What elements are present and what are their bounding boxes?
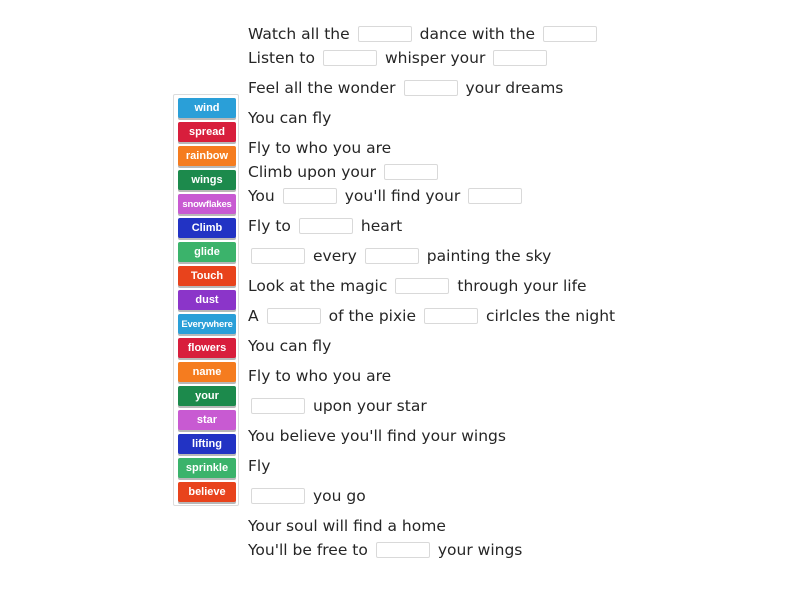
lyric-text: upon your star: [313, 397, 427, 415]
lyric-text: your wings: [437, 541, 523, 559]
lyric-text: Fly to: [248, 217, 291, 235]
lyric-text: Climb upon your: [248, 163, 377, 181]
lyric-text: you go: [313, 487, 366, 505]
word-tile-spread[interactable]: spread: [178, 122, 236, 142]
lyric-line: [248, 24, 605, 44]
word-tile-everywhere[interactable]: Everywhere: [178, 314, 236, 334]
word-tile-wings[interactable]: wings: [178, 170, 236, 190]
blank-slot[interactable]: [468, 188, 522, 204]
word-tile-sprinkle[interactable]: sprinkle: [178, 458, 236, 478]
lyric-text: Feel all the wonder: [248, 79, 396, 97]
lyric-text: through your life: [457, 277, 587, 295]
lyric-text: You can fly: [248, 337, 332, 355]
word-tile-rainbow[interactable]: rainbow: [178, 146, 236, 166]
blank-slot[interactable]: [384, 164, 438, 180]
word-tile-flowers[interactable]: flowers: [178, 338, 236, 358]
lyric-text: Fly to who you are: [248, 139, 392, 157]
lyric-line: [248, 456, 270, 476]
word-tile-touch[interactable]: Touch: [178, 266, 236, 286]
lyric-text: every: [313, 247, 357, 265]
blank-slot[interactable]: [493, 50, 547, 66]
word-tile-lifting[interactable]: lifting: [178, 434, 236, 454]
lyric-line: [248, 138, 391, 158]
blank-slot[interactable]: [404, 80, 458, 96]
lyric-text: heart: [360, 217, 403, 235]
word-tile-dust[interactable]: dust: [178, 290, 236, 310]
lyric-line: [248, 186, 530, 206]
lyric-line: [248, 78, 563, 98]
word-tile-star[interactable]: star: [178, 410, 236, 430]
word-tile-snowflakes[interactable]: snowflakes: [178, 194, 236, 214]
lyric-line: [248, 48, 555, 68]
lyric-text: You believe you'll find your wings: [248, 427, 506, 445]
lyric-text: A: [248, 307, 259, 325]
blank-slot[interactable]: [365, 248, 419, 264]
lyric-line: [248, 246, 551, 266]
lyric-line: [248, 216, 402, 236]
lyric-text: of the pixie: [328, 307, 417, 325]
lyric-text: Listen to: [248, 49, 315, 67]
blank-slot[interactable]: [543, 26, 597, 42]
blank-slot[interactable]: [283, 188, 337, 204]
lyric-text: whisper your: [384, 49, 486, 67]
lyric-text: dance with the: [419, 25, 536, 43]
lyric-text: You: [248, 187, 275, 205]
lyric-line: [248, 516, 446, 536]
lyric-text: You'll be free to: [248, 541, 368, 559]
blank-slot[interactable]: [358, 26, 412, 42]
blank-slot[interactable]: [251, 398, 305, 414]
lyric-line: [248, 426, 506, 446]
lyric-text: Fly: [248, 457, 271, 475]
lyric-line: [248, 366, 391, 386]
lyric-text: You can fly: [248, 109, 332, 127]
blank-slot[interactable]: [251, 248, 305, 264]
lyric-text: Watch all the: [248, 25, 350, 43]
lyric-line: [248, 336, 331, 356]
lyric-line: [248, 276, 587, 296]
word-tile-wind[interactable]: wind: [178, 98, 236, 118]
lyric-text: you'll find your: [344, 187, 461, 205]
word-tile-glide[interactable]: glide: [178, 242, 236, 262]
blank-slot[interactable]: [376, 542, 430, 558]
word-bank: [173, 94, 239, 506]
blank-slot[interactable]: [299, 218, 353, 234]
word-tile-your[interactable]: your: [178, 386, 236, 406]
lyric-text: Look at the magic: [248, 277, 388, 295]
lyric-line: [248, 396, 427, 416]
lyric-line: [248, 540, 522, 560]
blank-slot[interactable]: [267, 308, 321, 324]
word-tile-climb[interactable]: Climb: [178, 218, 236, 238]
lyric-text: painting the sky: [426, 247, 552, 265]
lyric-text: Your soul will find a home: [248, 517, 446, 535]
word-tile-believe[interactable]: believe: [178, 482, 236, 502]
lyric-line: [248, 162, 446, 182]
lyric-text: your dreams: [465, 79, 564, 97]
blank-slot[interactable]: [251, 488, 305, 504]
lyric-line: [248, 306, 615, 326]
blank-slot[interactable]: [424, 308, 478, 324]
lyric-line: [248, 108, 331, 128]
lyric-text: Fly to who you are: [248, 367, 392, 385]
lyric-line: [248, 486, 366, 506]
lyric-text: cirlcles the night: [486, 307, 616, 325]
blank-slot[interactable]: [323, 50, 377, 66]
blank-slot[interactable]: [395, 278, 449, 294]
word-tile-name[interactable]: name: [178, 362, 236, 382]
